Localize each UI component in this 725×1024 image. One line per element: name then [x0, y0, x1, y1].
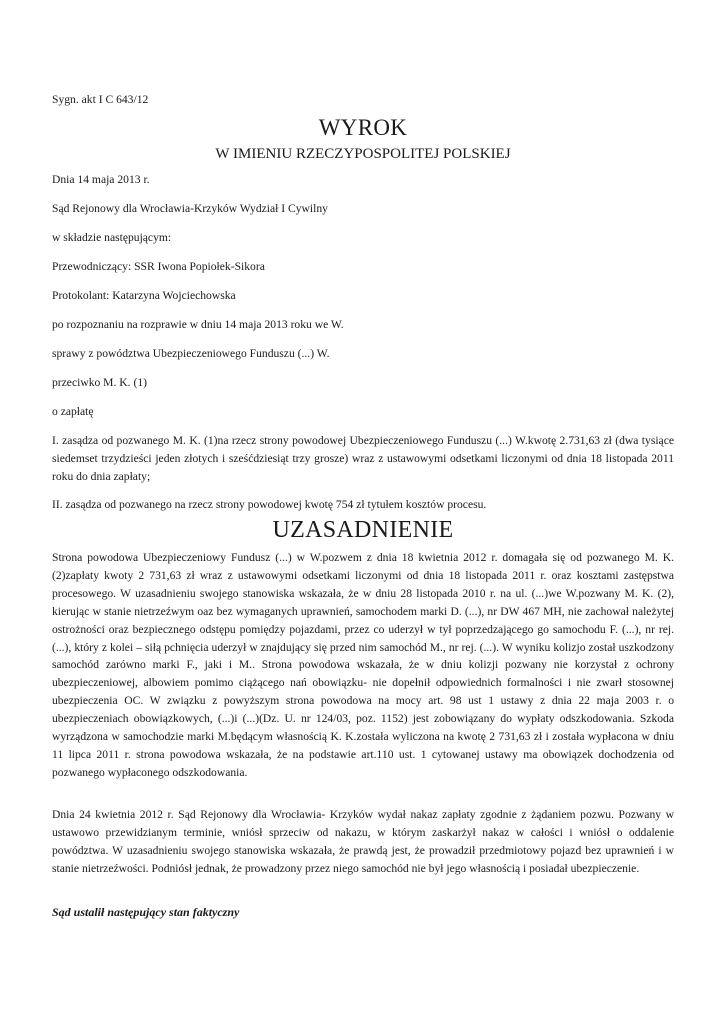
clerk-line: Protokolant: Katarzyna Wojciechowska	[52, 289, 236, 302]
hearing-line: po rozpoznaniu na rozprawie w dniu 14 maja 2013 roku we W.	[52, 318, 344, 331]
document-title: WYROK	[318, 115, 408, 140]
justification-title: UZASADNIENIE	[272, 517, 454, 543]
case-plaintiff-line: sprawy z powództwa Ubezpieczeniowego Funduszu (...) W.	[52, 347, 330, 360]
chair-line	[52, 260, 265, 274]
chair-name: SSR Iwona Popiołek-Sikora	[131, 260, 265, 273]
ruling-item-2: II. zasądza od pozwanego na rzecz strony powodowej kwotę 754 zł tytułem kosztów procesu.	[52, 498, 487, 511]
case-reference: Sygn. akt I C 643/12	[52, 93, 149, 106]
court-name: Sąd Rejonowy dla Wrocławia-Krzyków Wydział I Cywilny	[52, 202, 328, 215]
document-subtitle: W IMIENIU RZECZYPOSPOLITEJ POLSKIEJ	[215, 146, 511, 162]
facts-heading: Sąd ustalił następujący stan faktyczny	[52, 905, 240, 919]
case-subject-line: o zapłatę	[52, 405, 94, 418]
ruling-item-1: I. zasądza od pozwanego M. K. (1)na rzecz strony powodowej Ubezpieczeniowego Funduszu (...) W.kwotę 2.731,63 zł (dwa tysiące siedemset trzydzieści jeden złotych i sześćdziesiąt trzy grosze) wraz z ustawowymi odsetkami liczonymi od dnia 18 listopada 2011 roku do dnia zapłaty;	[52, 434, 674, 483]
chair-label: Przewodniczący:	[52, 260, 132, 273]
judgment-date: Dnia 14 maja 2013 r.	[52, 173, 150, 186]
case-defendant-line: przeciwko M. K. (1)	[52, 376, 147, 389]
composition-intro: w składzie następującym:	[52, 231, 172, 244]
justification-paragraph-1: Strona powodowa Ubezpieczeniowy Fundusz (...) w W.pozwem z dnia 18 kwietnia 2012 r. domagała się od pozwanego M. K. (2)zapłaty kwoty 2 731,63 zł wraz z ustawowymi odsetkami liczonymi od dnia 18 listopada 2011 r. oraz kosztami zastępstwa procesowego. W uzasadnieniu swojego stanowiska wskazała, że w dniu 28 listopada 2010 r. na ul. (...)we W.pozwany M. K. (2), kierując w stanie nietrzeźwym oaz bez wymaganych uprawnień, samochodem marki D. (...), nr DW 467 MH, nie zachował należytej ostrożności oraz bezpiecznego odstępu pomiędzy pojazdami, przez co uderzył w tył poprzedzającego go samochodu F. (...), nr rej. (...), który z kolei – siłą pchnięcia uderzył w znajdujący się przed nim samochód M., nr rej. (...). W wyniku kolizjo został uszkodzony samochód zarówno marki F., jaki i M.. Strona powodowa wskazała, że w dniu kolizji pozwany nie korzystał z ochrony ubezpieczeniowej, albowiem pomimo ciążącego nań obowiązku- nie dopełnił odpowiednich formalności i nie zwarł stosownej ubezpieczenia OC. W związku z powyższym strona powodowa na mocy art. 98 ust 1 ustawy z dnia 22 maja 2003 r. o ubezpieczeniach obowiązkowych, (...)i (...)(Dz. U. nr 124/03, poz. 1152) jest zobowiązany do wypłaty odszkodowania. Szkoda wyrządzona w samochodzie marki M.będącym własnością K. K.została wyliczona na kwotę 2 731,63 zł i została wypłacona w dniu 11 lipca 2011 r. strona powodowa wskazała, że na podstawie art.110 ust. 1 cytowanej ustawy ma obowiązek dochodzenia od pozwanego wypłaconego odszkodowania.	[52, 551, 674, 779]
justification-paragraph-2: Dnia 24 kwietnia 2012 r. Sąd Rejonowy dla Wrocławia- Krzyków wydał nakaz zapłaty zgodnie z żądaniem pozwu. Pozwany w ustawowo przewidzianym terminie, wniósł sprzeciw od nakazu, w którym zaskarżył nakaz w całości i wniósł o oddalenie powództwa. W uzasadnieniu swojego stanowiska wskazała, że prawdą jest, że prowadził przedmiotowy pojazd bez uprawnień i w stanie nietrzeźwości. Podniósł jednak, że prowadzony przez niego samochód nie był jego własnością i posiadał ubezpieczenie.	[52, 808, 674, 875]
